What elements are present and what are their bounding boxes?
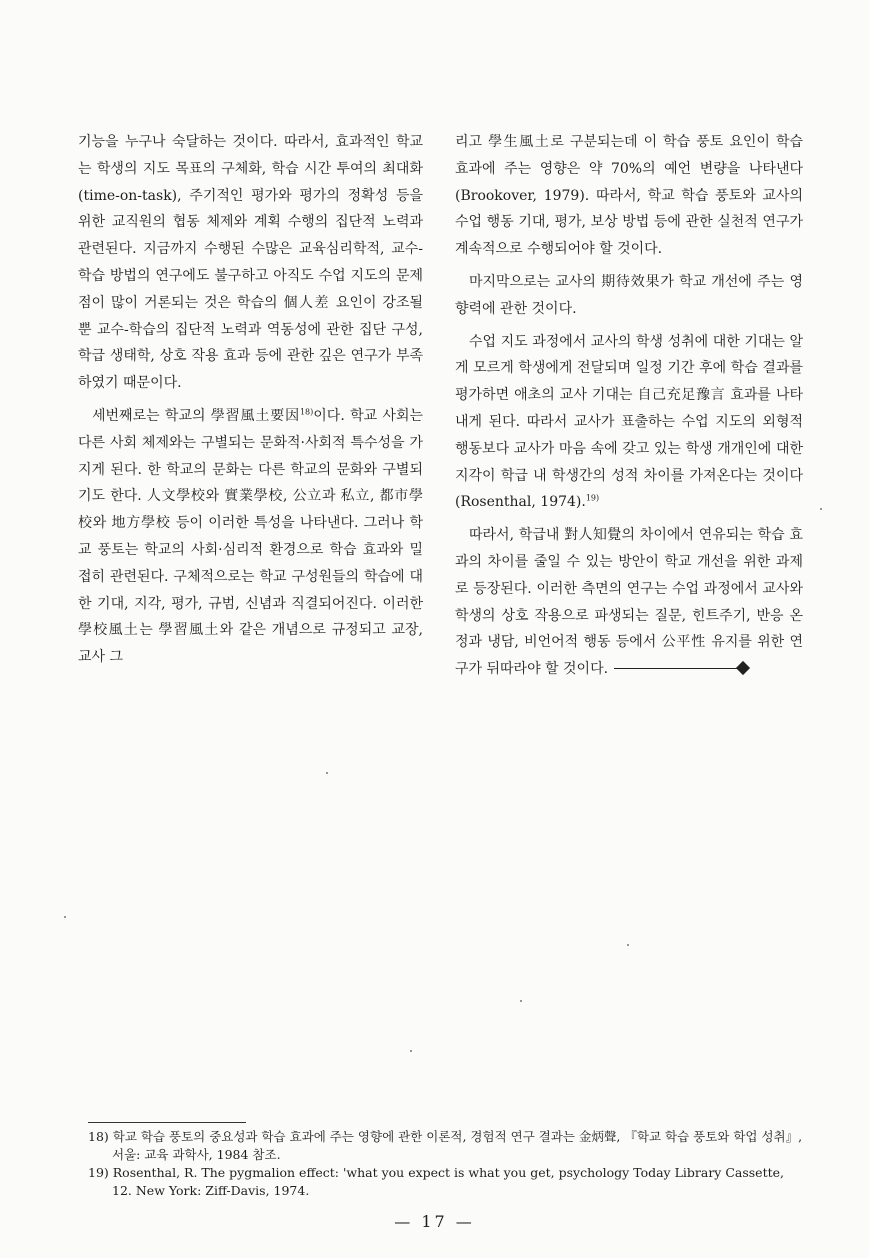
right-paragraph-3-text: 수업 지도 과정에서 교사의 학생 성취에 대한 기대는 알게 모르게 학생에게 전달되며 일정 기간 후에 학습 결과를 평가하면 애초의 교사 기대는 自己充足豫言 효과를 나타내게 된다. 따라서 교사가 표출하는 수업 지도의 외형적 행동보다 교사가 마음 속에 갖고 있는 학생 개개인에 대한 지각이 학급 내 학생간의 성적 차이를 가져온다는 것이다(Rosenthal, 1974). bbox=[455, 333, 803, 511]
right-paragraph-3 bbox=[455, 329, 803, 517]
footnote-18: 18) 학교 학습 풍토의 중요성과 학습 효과에 주는 영향에 관한 이론적, 경험적 연구 결과는 金炳聲, 『학교 학습 풍토와 학업 성취』, 서울: 교육 과학사, 1984 참조. bbox=[88, 1129, 803, 1162]
right-paragraph-1: 리고 學生風土로 구분되는데 이 학습 풍토 요인이 학습 효과에 주는 영향은 약 70%의 예언 변량을 나타낸다(Brookover, 1979). 따라서, 학교 학습 풍토와 교사의 수업 행동 기대, 평가, 보상 방법 등에 관한 실천적 연구가 계속적으로 수행되어야 할 것이다. bbox=[455, 134, 803, 258]
footnote-ref-19[interactable]: 19) bbox=[585, 493, 600, 503]
footnote-divider bbox=[88, 1122, 246, 1123]
right-paragraph-2: 마지막으로는 교사의 期待效果가 학교 개선에 주는 영향력에 관한 것이다. bbox=[455, 273, 803, 317]
right-paragraph-4 bbox=[455, 522, 803, 683]
left-paragraph-1: 기능을 누구나 숙달하는 것이다. 따라서, 효과적인 학교는 학생의 지도 목표의 구체화, 학습 시간 투여의 최대화(time-on-task), 주기적인 평가와 평가의 정확성 등을 위한 교직원의 협동 체제와 계획 수행의 집단적 노력과 관련된다. 지금까지 수행된 수많은 교육심리학적, 교수-학습 방법의 연구에도 불구하고 아직도 수업 지도의 문제점이 많이 거론되는 것은 학습의 個人差 요인이 강조될 뿐 교수-학습의 집단적 노력과 역동성에 관한 집단 구성, 학급 생태학, 상호 작용 효과 등에 관한 깊은 연구가 부족하였기 때문이다. bbox=[78, 134, 423, 392]
end-of-article-mark bbox=[614, 658, 744, 669]
footnote-ref-18[interactable]: 18) bbox=[299, 407, 314, 417]
scan-speck bbox=[64, 916, 66, 918]
scan-speck bbox=[520, 1000, 522, 1002]
footnotes bbox=[88, 1128, 806, 1200]
scan-speck bbox=[326, 772, 328, 774]
scan-speck bbox=[820, 508, 822, 510]
page-number: — 17 — bbox=[394, 1212, 475, 1231]
left-paragraph-2-start: 세번째로는 학교의 學習風土要因 bbox=[92, 407, 300, 424]
left-paragraph-2-rest: 이다. 학교 사회는 다른 사회 체제와는 구별되는 문화적·사회적 특수성을 가지게 된다. 한 학교의 문화는 다른 학교의 문화와 구별되기도 한다. 人文學校와 實業學校, 公立과 私立, 都市學校와 地方學校 등이 이러한 특성을 나타낸다. 그러나 학교 풍토는 학교의 사회·심리적 환경으로 학습 효과와 밀접히 관련된다. 구체적으로는 학교 구성원들의 학습에 대한 기대, 지각, 평가, 규범, 신념과 직결되어진다. 이러한 學校風土는 學習風土와 같은 개념으로 규정되고 교장, 교사 그 bbox=[78, 407, 423, 666]
left-paragraph-2 bbox=[78, 403, 423, 671]
footnote-19: 19) Rosenthal, R. The pygmalion effect: 'what you expect is what you get, psychology Today Library Cassette, 12. New York: Ziff-Davis, 1974. bbox=[88, 1165, 784, 1198]
left-column bbox=[78, 129, 423, 671]
scan-speck bbox=[627, 944, 629, 946]
right-column bbox=[455, 129, 803, 683]
right-paragraph-4-text: 따라서, 학급내 對人知覺의 차이에서 연유되는 학습 효과의 차이를 줄일 수 있는 방안이 학교 개선을 위한 과제로 등장된다. 이러한 측면의 연구는 수업 과정에서 교사와 학생의 상호 작용으로 파생되는 질문, 힌트주기, 반응 온정과 냉담, 비언어적 행동 등에서 公平性 유지를 위한 연구가 뒤따라야 할 것이다. bbox=[455, 527, 803, 678]
scan-speck bbox=[410, 1050, 412, 1052]
